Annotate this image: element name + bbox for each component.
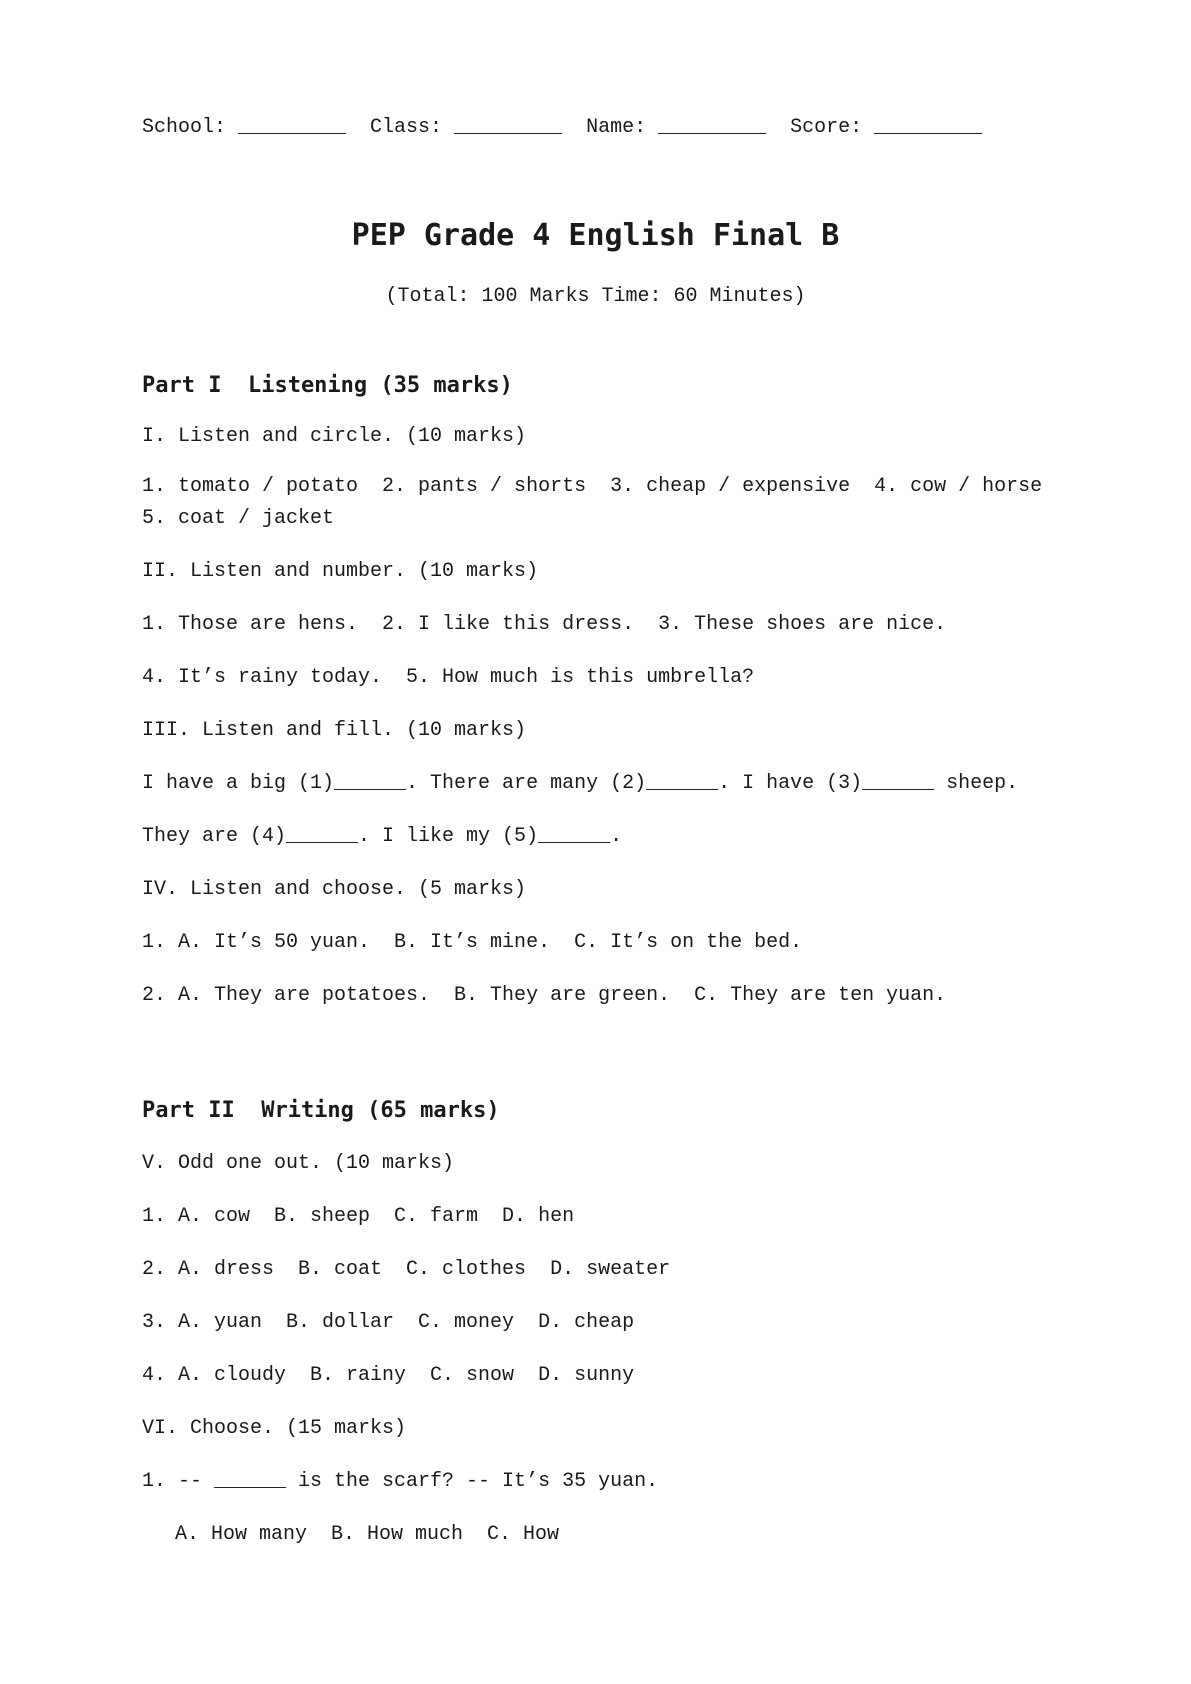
section6-question1: 1. -- ______ is the scarf? -- It’s 35 yuan.: [142, 1470, 659, 1493]
exam-title: PEP Grade 4 English Final B: [351, 218, 840, 253]
section5-heading: V. Odd one out. (10 marks): [142, 1152, 455, 1175]
part1-heading: Part I Listening (35 marks): [142, 373, 513, 398]
exam-subtitle: (Total: 100 Marks Time: 60 Minutes): [385, 285, 806, 308]
section4-question1: 1. A. It’s 50 yuan. B. It’s mine. C. It’s on the bed.: [142, 931, 803, 954]
part2-heading: Part II Writing (65 marks): [142, 1098, 500, 1123]
section3-line2: They are (4)______. I like my (5)______.: [142, 825, 623, 848]
section4-question2: 2. A. They are potatoes. B. They are green. C. They are ten yuan.: [142, 984, 947, 1007]
section6-question1-options: A. How many B. How much C. How: [175, 1523, 560, 1546]
section6-heading: VI. Choose. (15 marks): [142, 1417, 407, 1440]
section1-items: 1. tomato / potato 2. pants / shorts 3. cheap / expensive 4. cow / horse 5. coat / jacket: [142, 475, 1067, 530]
section2-line2: 4. It’s rainy today. 5. How much is this umbrella?: [142, 666, 755, 689]
section2-line1: 1. Those are hens. 2. I like this dress. 3. These shoes are nice.: [142, 613, 947, 636]
student-info-header: School: _________ Class: _________ Name: _________ Score: _________: [142, 116, 983, 139]
section2-heading: II. Listen and number. (10 marks): [142, 560, 539, 583]
section5-question2: 2. A. dress B. coat C. clothes D. sweater: [142, 1258, 671, 1281]
section1-heading: I. Listen and circle. (10 marks): [142, 425, 527, 448]
section5-question1: 1. A. cow B. sheep C. farm D. hen: [142, 1205, 575, 1228]
section4-heading: IV. Listen and choose. (5 marks): [142, 878, 527, 901]
section3-line1: I have a big (1)______. There are many (2)______. I have (3)______ sheep.: [142, 772, 1019, 795]
section3-heading: III. Listen and fill. (10 marks): [142, 719, 527, 742]
section5-question3: 3. A. yuan B. dollar C. money D. cheap: [142, 1311, 635, 1334]
section5-question4: 4. A. cloudy B. rainy C. snow D. sunny: [142, 1364, 635, 1387]
